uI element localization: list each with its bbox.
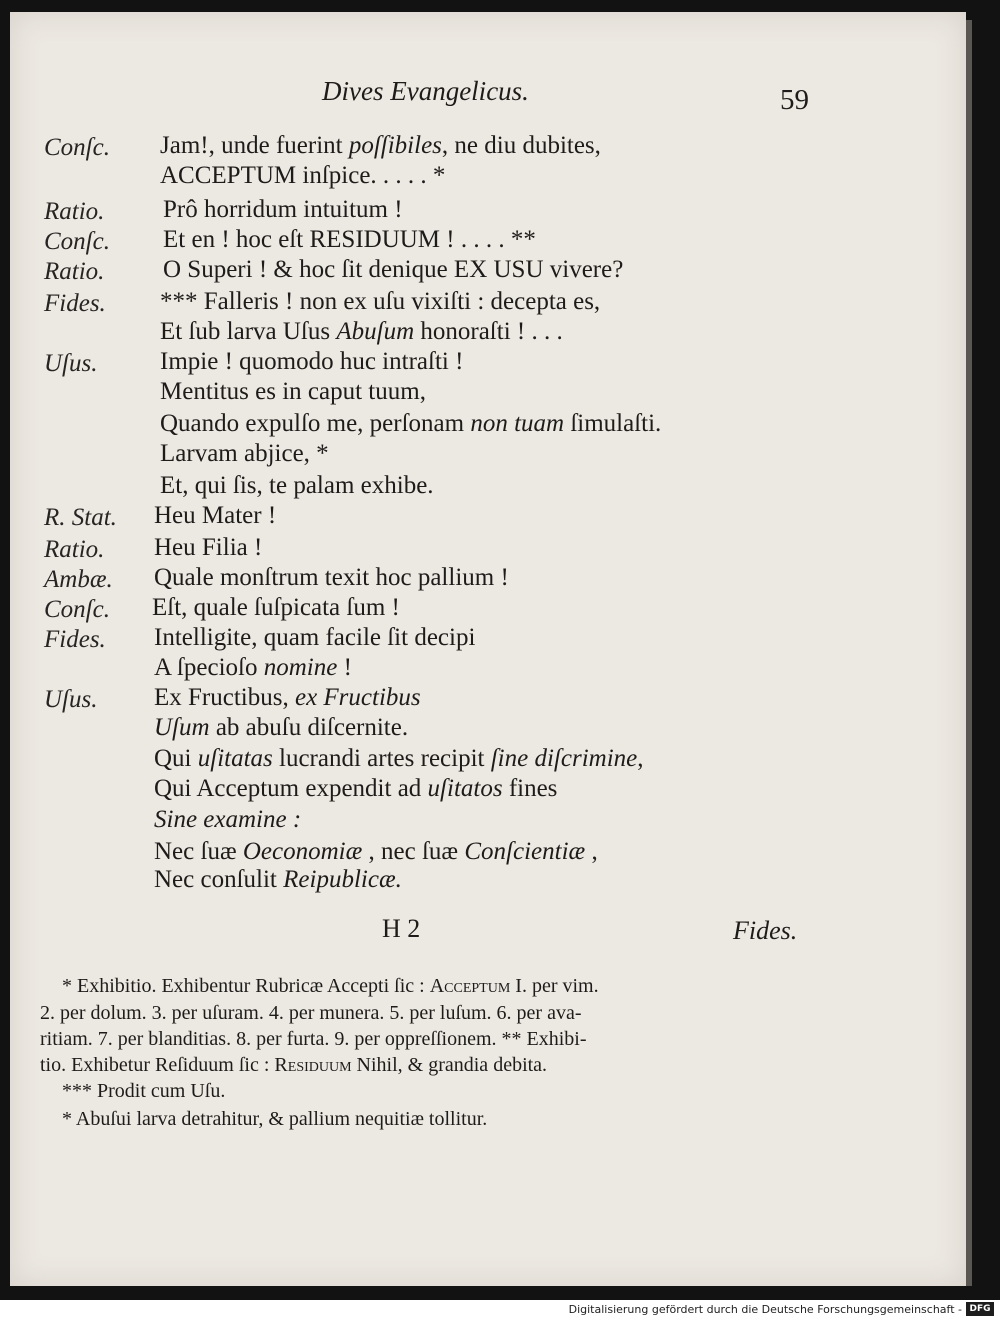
footnote-segment: Acceptum [429,975,511,997]
line-segment: Ex Fructibus, [154,684,295,711]
line-segment: , [637,745,644,772]
footnote-segment: Residuum [274,1054,352,1076]
line-segment: Reipublicæ. [283,866,402,893]
footnote-line [62,1108,487,1131]
dialogue-line [160,318,563,346]
line-segment: fines [502,775,558,802]
speaker-label: Ratio. [44,198,105,225]
digitization-footer [0,1300,1000,1319]
line-segment: Jam!, unde fuerint [160,132,349,159]
dialogue-line [160,288,600,316]
dialogue-line [160,410,661,438]
funding-credit: Digitalisierung gefördert durch die Deutsche Forschungsgemeinschaft - [568,1303,962,1316]
dialogue-line [154,564,509,592]
line-segment: Eſt, quale ſuſpicata ſum ! [152,594,400,621]
dialogue-line [154,624,475,652]
line-segment: Quale monſtrum texit hoc pallium ! [154,564,509,591]
footnote-line [40,1002,582,1025]
line-segment: Larvam abjice, * [160,440,329,467]
line-segment: Intelligite, quam facile ſit decipi [154,624,476,651]
line-segment: Heu Mater ! [154,502,277,529]
line-segment: Mentitus es in caput tuum, [160,378,426,405]
running-title: Dives Evangelicus. [322,76,529,106]
speaker-label: Ratio. [44,258,105,285]
line-segment: Qui [154,745,198,772]
speaker-label: Conſc. [44,134,110,161]
line-segment: Uſum [154,714,210,741]
footnote-segment: * Exhibitio. Exhibentur Rubricæ Accepti ſic : [62,975,430,997]
footnote-line [40,1054,547,1077]
line-segment: Abuſum [336,318,415,345]
line-segment: Impie ! quomodo huc intraſti ! [160,348,464,375]
speaker-label: Conſc. [44,596,110,623]
page-number: 59 [780,84,809,116]
line-segment: , nec ſuæ [362,838,465,865]
line-segment: Nec ſuæ [154,838,243,865]
line-segment: ! [337,654,352,681]
line-segment: Et ſub larva Uſus [160,318,337,345]
dialogue-line [154,745,643,773]
dialogue-line [154,806,301,834]
line-segment: ex Fructibus [294,684,421,711]
dialogue-line [154,866,402,894]
dialogue-line [163,256,623,284]
dialogue-line [154,775,557,803]
line-segment: Heu Filia ! [154,534,263,561]
speaker-label: Ambæ. [44,566,113,593]
line-segment: A ſpecioſo [154,654,264,681]
dialogue-line [152,594,400,622]
line-segment: Qui Acceptum expendit ad [154,775,428,802]
dialogue-line [154,502,276,530]
footnote-segment: *** Prodit cum Uſu. [62,1080,226,1102]
page-edge [966,20,972,1286]
line-segment: ab abuſu diſcernite. [209,714,409,741]
line-segment: non tuam [470,410,565,437]
speaker-label: Fides. [44,290,106,317]
line-segment: ſine diſcrimine [490,745,638,772]
line-segment: ſimulaſti. [564,410,662,437]
dialogue-line [154,684,421,712]
dfg-logo: DFG [966,1302,994,1316]
dialogue-line [154,534,262,562]
line-segment: Quando expulſo me, perſonam [160,410,471,437]
dialogue-line [160,348,463,376]
speaker-label: Ratio. [44,536,105,563]
line-segment: Et en ! hoc eſt RESIDUUM ! . . . . ** [163,226,536,253]
line-segment: poſſibiles [348,132,442,159]
footnote-segment: Nihil, & grandia debita. [351,1054,548,1076]
speaker-label: R. Stat. [44,504,117,531]
line-segment: lucrandi artes recipit [272,745,491,772]
footnote-segment: ritiam. 7. per blanditias. 8. per furta. 9. per oppreſſionem. ** Exhibi- [40,1028,587,1050]
dialogue-line [163,226,536,254]
speaker-label: Conſc. [44,228,110,255]
dialogue-line [154,838,598,866]
dialogue-line [160,162,445,190]
speaker-label: Uſus. [44,350,98,377]
line-segment: Sine examine : [154,806,302,833]
dialogue-line [160,472,434,500]
line-segment: uſitatas [197,745,273,772]
line-segment: Prô horridum intuitum ! [163,196,403,223]
dialogue-line [160,378,426,406]
catchword: Fides. [733,916,798,945]
dialogue-line [163,196,403,224]
line-segment: *** Falleris ! non ex uſu vixiſti : decepta es, [160,288,601,315]
line-segment: , [585,838,598,865]
footnote-line [62,975,599,998]
line-segment: Oeconomiæ [242,838,363,865]
line-segment: honoraſti ! . . . [414,318,563,345]
line-segment: Et, qui ſis, te palam exhibe. [160,472,434,499]
footnote-segment: I. per vim. [510,975,599,997]
dialogue-line [154,714,408,742]
speaker-label: Uſus. [44,686,98,713]
dialogue-line [160,132,601,160]
line-segment: , ne diu dubites, [441,132,601,159]
footnote-segment: * Abuſui larva detrahitur, & pallium nequitiæ tollitur. [62,1108,488,1130]
signature-mark: H 2 [382,914,421,943]
line-segment: O Superi ! & hoc ſit denique EX USU vivere? [163,256,624,283]
speaker-label: Fides. [44,626,106,653]
dialogue-line [160,440,329,468]
line-segment: Conſcientiæ [464,838,586,865]
footnote-line [40,1028,587,1051]
footnote-line [62,1080,225,1103]
line-segment: Nec conſulit [154,866,284,893]
footnote-segment: 2. per dolum. 3. per uſuram. 4. per munera. 5. per luſum. 6. per ava- [40,1002,582,1024]
line-segment: ACCEPTUM inſpice. . . . . * [160,162,446,189]
line-segment: uſitatos [427,775,503,802]
line-segment: nomine [263,654,338,681]
footnote-segment: tio. Exhibetur Reſiduum ſic : [40,1054,275,1076]
dialogue-line [154,654,352,682]
